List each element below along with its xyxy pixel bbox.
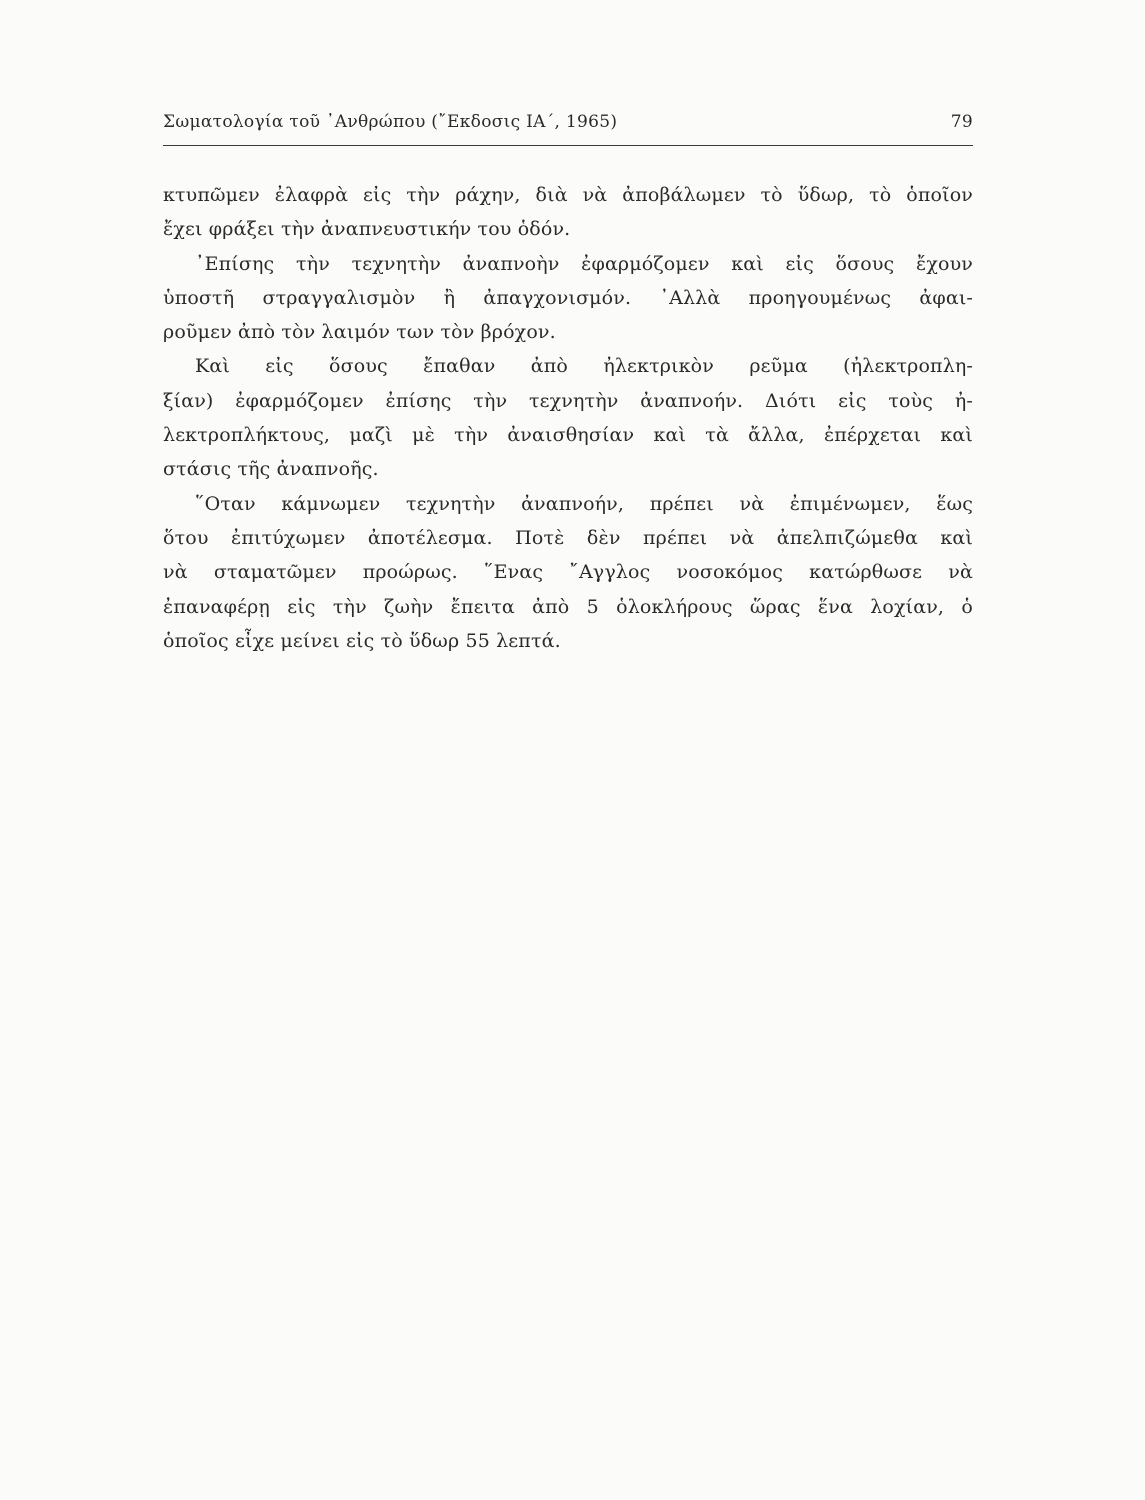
page-number: 79	[950, 112, 973, 132]
text-line: ἔχει φράξει τὴν ἀναπνευστικήν του ὁδόν.	[163, 218, 571, 241]
text-line: ὅτου ἐπιτύχωμεν ἀποτέλεσμα. Ποτὲ δὲν πρέπει νὰ ἀπελπιζώμεθα καὶ	[163, 526, 973, 549]
text-line: ῞Οταν κάμνωμεν τεχνητὴν ἀναπνοήν, πρέπει νὰ ἐπιμένωμεν, ἕως	[195, 492, 973, 515]
text-line: λεκτροπλήκτους, μαζὶ μὲ τὴν ἀναισθησίαν καὶ τὰ ἄλλα, ἐπέρχεται καὶ	[163, 424, 973, 447]
text-line: κτυπῶμεν ἐλαφρὰ εἰς τὴν ράχην, διὰ νὰ ἀποβάλωμεν τὸ ὕδωρ, τὸ ὁποῖον	[163, 184, 973, 206]
text-line: ξίαν) ἐφαρμόζομεν ἐπίσης τὴν τεχνητὴν ἀναπνοήν. Διότι εἰς τοὺς ἠ-	[163, 389, 973, 412]
text-line: στάσις τῆς ἀναπνοῆς.	[163, 458, 379, 481]
running-head-title: Σωματολογία τοῦ ᾿Ανθρώπου (῎Εκδοσις ΙΑ΄, 1965)	[163, 112, 618, 132]
text-line: ὁποῖος εἶχε μείνει εἰς τὸ ὕδωρ 55 λεπτά.	[163, 629, 561, 652]
text-line: ᾿Επίσης τὴν τεχνητὴν ἀναπνοὴν ἐφαρμόζομεν καὶ εἰς ὅσους ἔχουν	[195, 252, 973, 275]
text-line: Καὶ εἰς ὅσους ἔπαθαν ἀπὸ ἠλεκτρικὸν ρεῦμα (ἠλεκτροπλη-	[195, 355, 973, 378]
text-line: νὰ σταματῶμεν προώρως. ῞Ενας ῎Αγγλος νοσοκόμος κατώρθωσε νὰ	[163, 561, 973, 584]
running-head	[163, 112, 973, 142]
header-rule	[163, 145, 973, 146]
text-line: ἐπαναφέρῃ εἰς τὴν ζωὴν ἔπειτα ἀπὸ 5 ὁλοκλήρους ὥρας ἕνα λοχίαν, ὁ	[163, 595, 973, 618]
body-text	[163, 178, 973, 658]
text-line: ὑποστῆ στραγγαλισμὸν ἢ ἀπαγχονισμόν. ᾿Αλλὰ προηγουμένως ἀφαι-	[163, 286, 973, 309]
text-line: ροῦμεν ἀπὸ τὸν λαιμόν των τὸν βρόχον.	[163, 321, 556, 344]
